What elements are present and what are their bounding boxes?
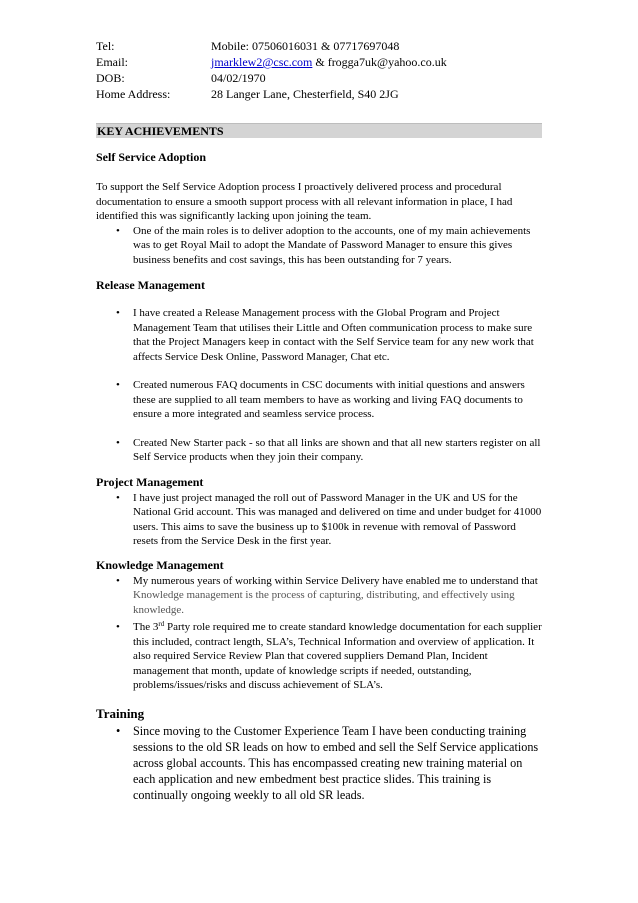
- section-banner: KEY ACHIEVEMENTS: [96, 123, 542, 138]
- bullet-icon: •: [116, 621, 120, 633]
- training-bullets: [96, 723, 542, 803]
- list-item-text: Since moving to the Customer Experience Team I have been conducting training sessions to the old SR leads on how to embed and sell the Self Service applications across global accounts. This has encompassed creating new training material on each application and new embedment best practice slides. This training is continually ongoing weekly to all old SR leads.: [133, 723, 539, 802]
- list-item-text: One of the main roles is to deliver adoption to the accounts, one of my main achievements was to get Royal Mail to adopt the Mandate of Password Manager to ensure this gives business benefits and cost savings, this has been outstanding for 7 years.: [133, 224, 531, 266]
- self-service-bullets: [96, 224, 542, 268]
- section-heading-project: Project Management: [96, 474, 204, 489]
- tel-row: [96, 38, 542, 54]
- bullet-icon: •: [116, 436, 120, 449]
- list-item-text: My numerous years of working within Service Delivery have enabled me to understand that: [133, 574, 538, 587]
- bullet-icon: •: [116, 224, 120, 237]
- section-heading-release: Release Management: [96, 278, 205, 292]
- address-value: 28 Langer Lane, Chesterfield, S40 2JG: [211, 87, 399, 101]
- cv-page: [96, 38, 542, 803]
- bullet-icon: •: [116, 574, 120, 587]
- list-item-text: I have created a Release Management process with the Global Program and Project Management Team that utilises their Little and Often communication process to make sure that the Project Managers keep in contact with the Self Service team for any new work that affects Service Desk Online, Password Manager, Chat etc.: [133, 307, 534, 363]
- superscript-rd: rd: [158, 620, 165, 628]
- email-value: [211, 54, 542, 70]
- list-item: [96, 436, 542, 465]
- knowledge-quote: Knowledge management is the process of capturing, distributing, and effectively using knowledge.: [133, 589, 515, 616]
- list-item-text: Party role required me to create standard knowledge documentation for each supplier this included, contract length, SLA’s, Technical Information and overview of application. It also required Service Review Plan that covered suppliers Demand Plan, Incident management that month, update of knowledge scripts if needed, outstanding, problems/issues/risks and discuss achievement of SLA’s.: [133, 621, 542, 691]
- section-heading-knowledge: Knowledge Management: [96, 557, 224, 572]
- list-item: [96, 574, 542, 618]
- release-bullets: [96, 306, 542, 465]
- bullet-icon: •: [116, 491, 120, 504]
- contact-block: [96, 38, 542, 102]
- bullet-icon: •: [116, 307, 120, 319]
- list-item: [96, 491, 542, 549]
- email-row: [96, 54, 542, 70]
- list-item-text-pre: The 3: [133, 621, 159, 633]
- knowledge-bullets: [96, 574, 542, 693]
- dob-row: [96, 70, 542, 86]
- list-item: [96, 723, 542, 803]
- list-item: [96, 224, 542, 268]
- list-item: [96, 378, 542, 422]
- section-heading-self-service: Self Service Adoption: [96, 150, 206, 164]
- tel-value: Mobile: 07506016031 & 07717697048: [211, 39, 400, 53]
- list-item-text: I have just project managed the roll out of Password Manager in the UK and US for the National Grid account. This was managed and delivered on time and under budget for 41000 users. This aims to save the business up to $100k in revenue with removal of Password resets from the Service Desk in the first year.: [133, 491, 542, 547]
- email-label: Email:: [96, 55, 128, 69]
- email-link[interactable]: jmarklew2@csc.com: [211, 55, 313, 69]
- list-item: [96, 306, 542, 364]
- self-service-intro: To support the Self Service Adoption process I proactively delivered process and procedural documentation to ensure a smooth support process with all relevant information in place, I had identified this was significantly lacking upon joining the team.: [96, 181, 513, 222]
- address-label: Home Address:: [96, 87, 171, 101]
- tel-label: Tel:: [96, 39, 115, 53]
- dob-label: DOB:: [96, 71, 125, 85]
- list-item-text: Created New Starter pack - so that all links are shown and that all new starters register on all Self Service products when they join their company.: [133, 436, 541, 463]
- address-row: [96, 86, 542, 102]
- dob-value: 04/02/1970: [211, 71, 266, 85]
- list-item: [96, 620, 542, 693]
- list-item-text: Created numerous FAQ documents in CSC documents with initial questions and answers these are supplied to all team members to have as working and living FAQ documents to ensure a more integrated and seamless service process.: [133, 379, 525, 420]
- bullet-icon: •: [116, 723, 121, 738]
- project-bullets: [96, 491, 542, 549]
- bullet-icon: •: [116, 379, 120, 391]
- email-rest: & frogga7uk@yahoo.co.uk: [312, 55, 447, 69]
- section-heading-training: Training: [96, 705, 145, 721]
